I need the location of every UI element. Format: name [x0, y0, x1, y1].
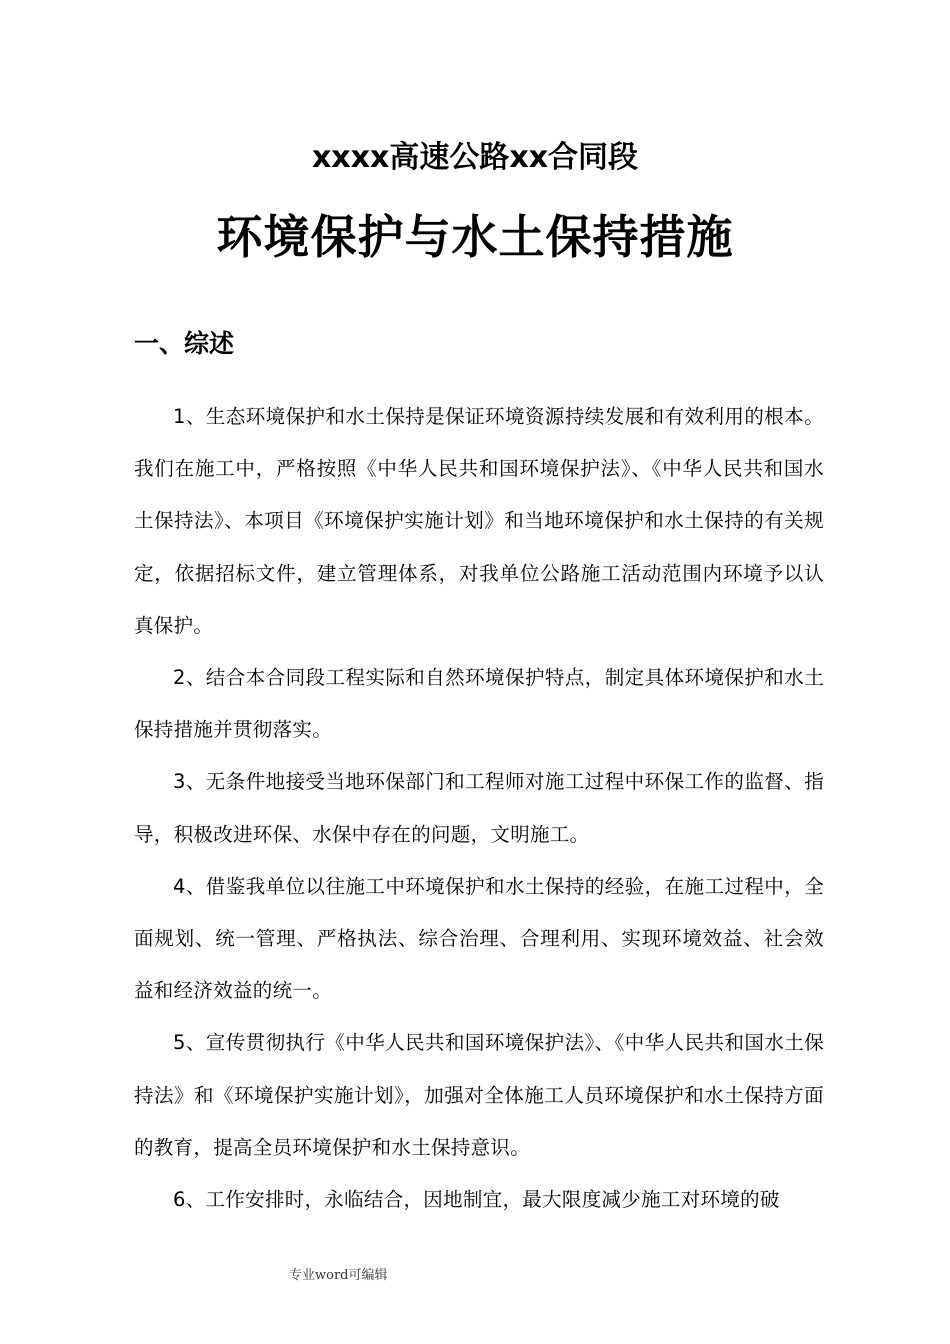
page-footer: 专业word可编辑 — [289, 1268, 388, 1283]
body-text — [134, 391, 824, 1226]
document-title-project: xxxx高速公路xx合同段 — [311, 140, 639, 175]
paragraph-5: 5、宣传贯彻执行《中华人民共和国环境保护法》、《中华人民共和国水土保持法》和《环境保护实施计划》，加强对全体施工人员环境保护和水土保持方面的教育，提高全员环境保护和水土保持意识。 — [134, 1031, 824, 1159]
section-heading-overview: 一、综述 — [134, 329, 235, 358]
paragraph-2: 2、结合本合同段工程实际和自然环境保护特点，制定具体环境保护和水土保持措施并贯彻落实。 — [134, 666, 824, 742]
paragraph-1: 1、生态环境保护和水土保持是保证环境资源持续发展和有效利用的根本。我们在施工中，严格按照《中华人民共和国环境保护法》、《中华人民共和国水土保持法》、本项目《环境保护实施计划》和当地环境保护和水土保持的有关规定，依据招标文件，建立管理体系，对我单位公路施工活动范围内环境予以认真保护。 — [134, 405, 824, 637]
paragraph-3: 3、无条件地接受当地环保部门和工程师对施工过程中环保工作的监督、指导，积极改进环保、水保中存在的问题，文明施工。 — [134, 770, 824, 846]
document-title-main: 环境保护与水土保持措施 — [216, 210, 734, 264]
paragraph-6: 6、工作安排时，永临结合，因地制宜，最大限度减少施工对环境的破 — [173, 1188, 780, 1212]
paragraph-4: 4、借鉴我单位以往施工中环境保护和水土保持的经验，在施工过程中，全面规划、统一管理、严格执法、综合治理、合理利用、实现环境效益、社会效益和经济效益的统一。 — [134, 874, 824, 1003]
